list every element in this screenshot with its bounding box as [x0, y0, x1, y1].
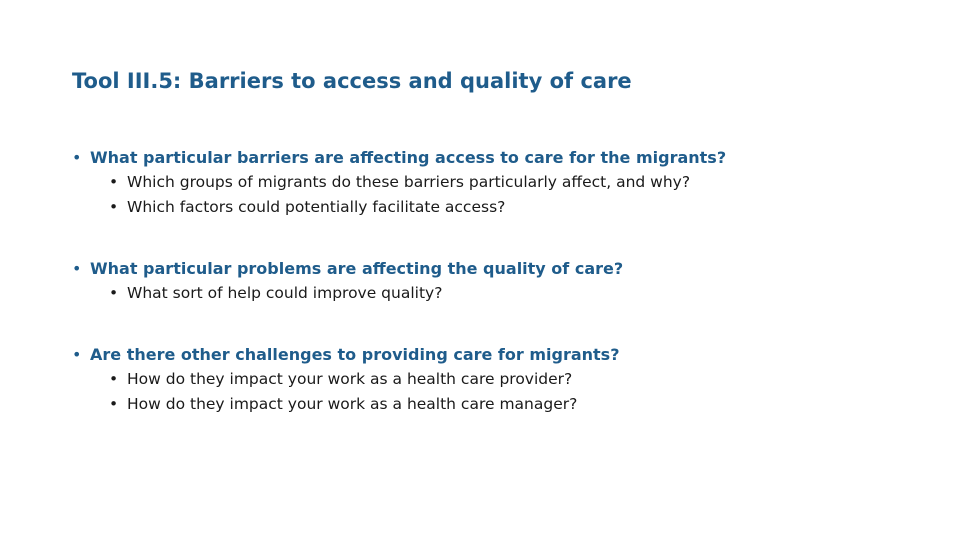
subpoint-improve-quality: • What sort of help could improve quality? [72, 281, 623, 306]
question-section-barriers [72, 145, 726, 220]
slide-title: Tool III.5: Barriers to access and quality of care [72, 69, 632, 93]
question-section-quality [72, 256, 623, 306]
question-challenges: • Are there other challenges to providing care for migrants? [72, 342, 619, 367]
subpoint-manager-impact: • How do they impact your work as a health care manager? [72, 392, 619, 417]
subpoint-facilitating-factors: • Which factors could potentially facilitate access? [72, 195, 726, 220]
question-section-challenges [72, 342, 619, 417]
question-quality: • What particular problems are affecting the quality of care? [72, 256, 623, 281]
subpoint-provider-impact: • How do they impact your work as a health care provider? [72, 367, 619, 392]
question-barriers: • What particular barriers are affecting access to care for the migrants? [72, 145, 726, 170]
subpoint-migrant-groups: • Which groups of migrants do these barriers particularly affect, and why? [72, 170, 726, 195]
